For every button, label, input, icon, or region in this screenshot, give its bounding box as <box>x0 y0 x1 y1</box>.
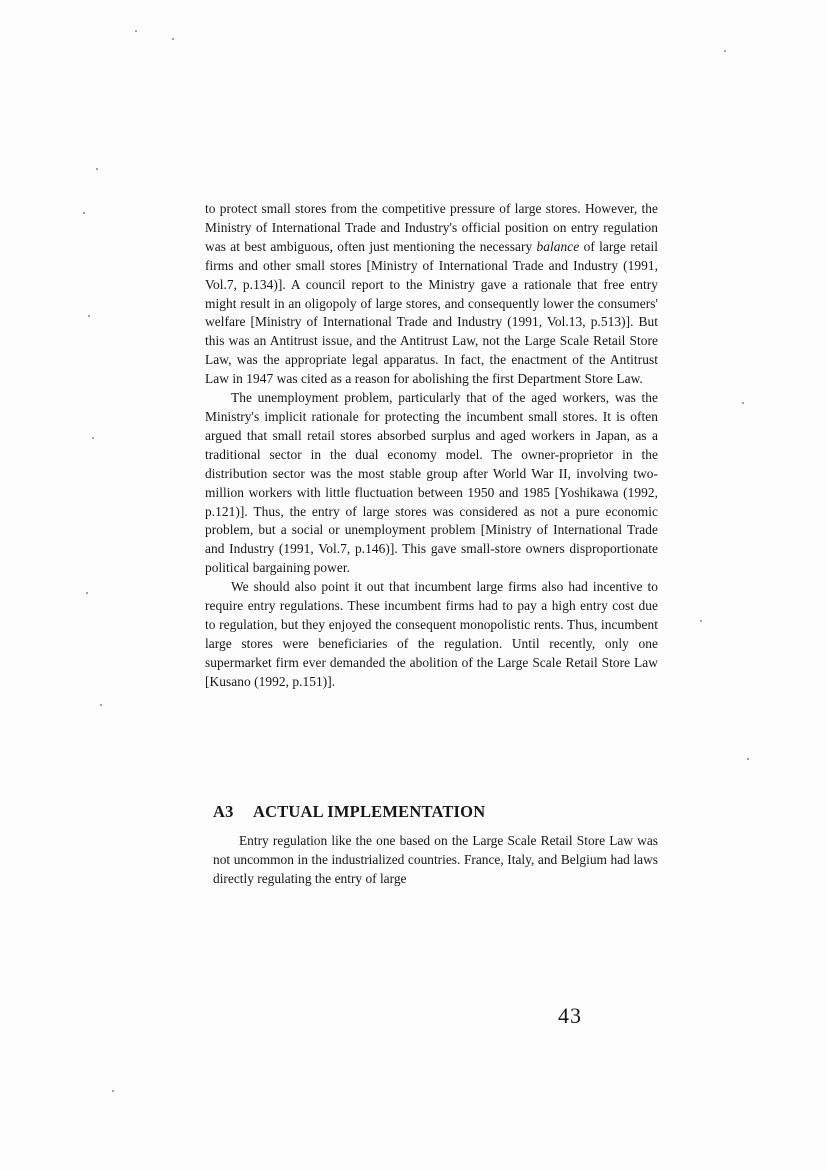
scan-speck <box>83 212 85 214</box>
scan-speck <box>742 402 744 404</box>
paragraph-text-before: to protect small stores from the competitive pressure of large stores. However, the Ministry of International Trade and Industry's official position on entry regulation was at best ambiguous, often just mentioning the necessary <box>205 201 658 254</box>
page-number: 43 <box>558 1003 582 1028</box>
emphasized-word: balance <box>536 238 580 254</box>
section-number: A3 <box>213 802 234 821</box>
scan-speck <box>86 592 88 594</box>
paragraph: Entry regulation like the one based on the Large Scale Retail Store Law was not uncommon in the industrialized countries. France, Italy, and Belgium had laws directly regulating the entry of large <box>213 833 658 887</box>
section-body-text <box>213 831 658 889</box>
scan-speck <box>700 620 702 622</box>
scan-speck <box>135 30 137 32</box>
scan-speck <box>88 315 90 317</box>
scan-speck <box>100 704 102 706</box>
scan-speck <box>724 50 726 52</box>
paragraph <box>205 200 658 389</box>
scan-speck <box>747 758 749 760</box>
scan-speck <box>96 168 98 170</box>
body-text <box>205 200 658 692</box>
scan-speck <box>172 38 174 40</box>
paragraph-text-after: of large retail firms and other small stores [Ministry of International Trade and Industry (1991, Vol.7, p.134)]. A council report to the Ministry gave a rationale that free entry might result in an oligopoly of large stores, and consequently lower the consumers' welfare [Ministry of International Trade and Industry (1991, Vol.13, p.513)]. But this was an Antitrust issue, and the Antitrust Law, not the Large Scale Retail Store Law, was the appropriate legal apparatus. In fact, the enactment of the Antitrust Law in 1947 was cited as a reason for abolishing the first Department Store Law. <box>205 238 658 387</box>
scan-speck <box>92 437 94 439</box>
paragraph: The unemployment problem, particularly that of the aged workers, was the Ministry's implicit rationale for protecting the incumbent small stores. It is often argued that small retail stores absorbed surplus and aged workers in Japan, as a traditional sector in the dual economy model. The owner-proprietor in the distribution sector was the most stable group after World War II, involving two-million workers with little fluctuation between 1950 and 1985 [Yoshikawa (1992, p.121)]. Thus, the entry of large stores was considered as not a pure economic problem, but a social or unemployment problem [Ministry of International Trade and Industry (1991, Vol.7, p.146)]. This gave small-store owners disproportionate political bargaining power. <box>205 390 658 576</box>
paragraph: We should also point it out that incumbent large firms also had incentive to require entry regulations. These incumbent firms had to pay a high entry cost due to regulation, but they enjoyed the consequent monopolistic rents. Thus, incumbent large stores were beneficiaries of the regulation. Until recently, only one supermarket firm ever demanded the abolition of the Large Scale Retail Store Law [Kusano (1992, p.151)]. <box>205 579 658 689</box>
section-title: ACTUAL IMPLEMENTATION <box>253 802 486 821</box>
section-heading <box>213 802 653 822</box>
scan-speck <box>112 1090 114 1092</box>
